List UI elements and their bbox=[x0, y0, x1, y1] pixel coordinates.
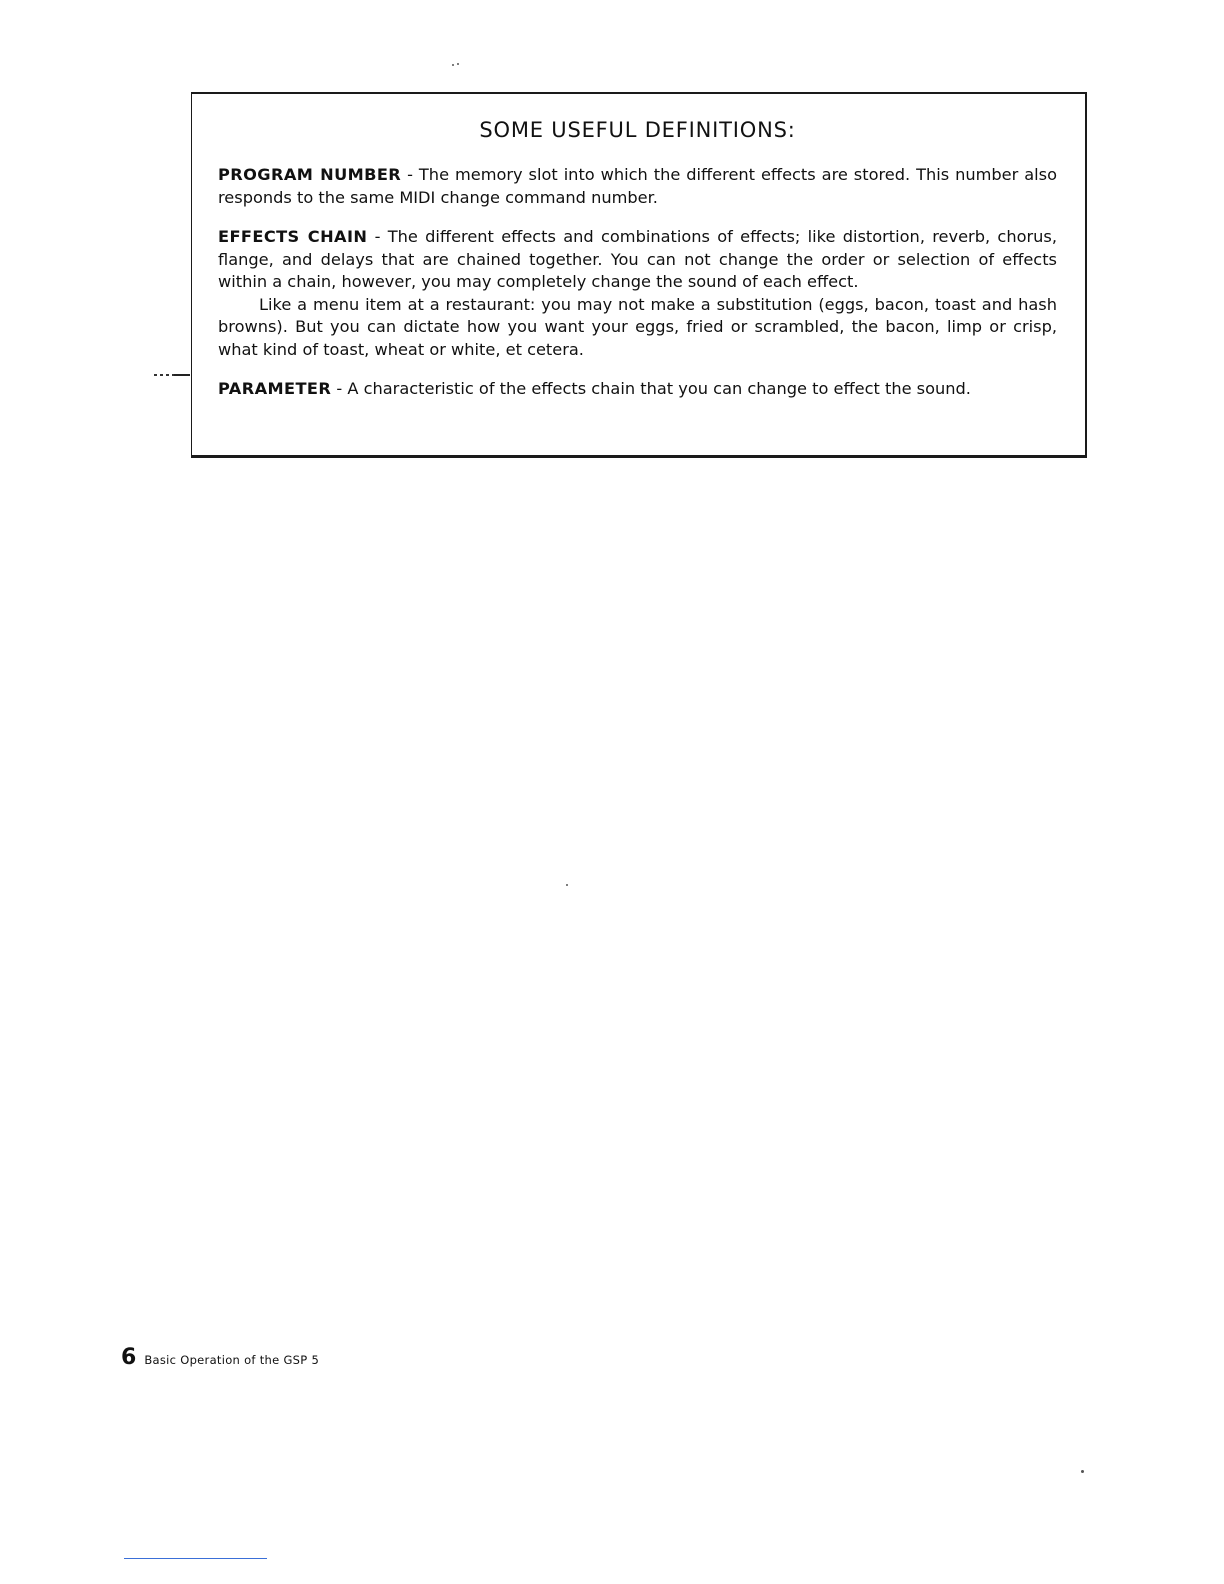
definition-text: - The different effects and combinations of effects; like distortion, reverb, chorus, flange, and delays that are chained together. You can not change the order or selection of effects within a chain, however, you may completely change the sound of each effect. bbox=[218, 227, 1057, 291]
definition-text: - The memory slot into which the different effects are stored. This number also responds to the same MIDI change command number. bbox=[218, 165, 1057, 207]
margin-mark bbox=[154, 374, 190, 376]
scan-speck bbox=[457, 63, 459, 65]
definitions-title: SOME USEFUL DEFINITIONS: bbox=[479, 118, 796, 142]
scan-speck bbox=[452, 64, 454, 66]
definition-parameter bbox=[218, 378, 1057, 401]
footer-link-rule bbox=[124, 1558, 267, 1559]
definition-text: Like a menu item at a restaurant: you may not make a substitution (eggs, bacon, toast and hash browns). But you can dictate how you want your eggs, fried or scrambled, the bacon, limp or crisp, what kind of toast, wheat or white, et cetera. bbox=[218, 294, 1057, 359]
definition-term: PROGRAM NUMBER bbox=[218, 165, 402, 184]
page-number: 6 bbox=[121, 1345, 137, 1370]
definition-term: PARAMETER bbox=[218, 379, 332, 398]
definition-effects-chain-example bbox=[218, 294, 1057, 362]
scan-speck bbox=[1081, 1470, 1084, 1473]
definition-effects-chain bbox=[218, 226, 1057, 294]
definition-program-number bbox=[218, 164, 1057, 209]
definition-term: EFFECTS CHAIN bbox=[218, 227, 368, 246]
footer-title: Basic Operation of the GSP 5 bbox=[144, 1353, 320, 1367]
page-footer bbox=[121, 1345, 319, 1370]
definition-text: - A characteristic of the effects chain that you can change to effect the sound. bbox=[331, 379, 971, 398]
definitions-box bbox=[191, 92, 1087, 458]
scan-speck bbox=[566, 884, 568, 886]
